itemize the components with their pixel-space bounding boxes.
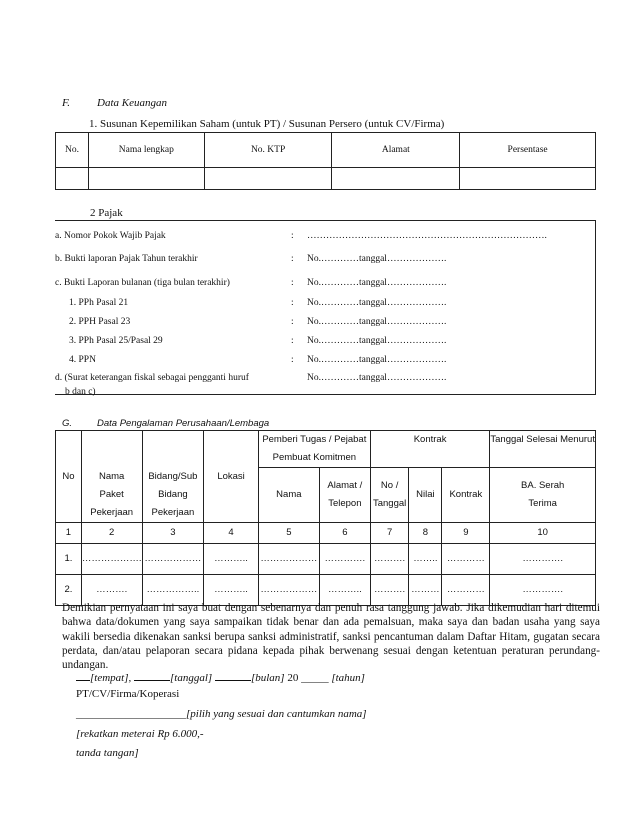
- blank-line: [134, 670, 170, 681]
- table-cell[interactable]: ………..: [204, 544, 259, 575]
- column-number: 9: [442, 523, 490, 544]
- section-f-title: Data Keuangan: [97, 97, 167, 109]
- experience-column-numbers: [56, 523, 596, 544]
- section-g-title: Data Pengalaman Perusahaan/Lembaga: [97, 418, 270, 429]
- tax-row-monthly: [55, 276, 596, 290]
- table-cell[interactable]: …………: [442, 575, 490, 606]
- experience-table: [55, 430, 596, 606]
- table-cell[interactable]: ………….: [490, 575, 596, 606]
- year-prefix: 20 _____: [287, 672, 329, 684]
- tax-value[interactable]: No.…………tanggal……………….: [307, 355, 447, 365]
- tax-colon: :: [291, 254, 294, 264]
- stamp-instruction: [rekatkan meterai Rp 6.000,-: [76, 728, 204, 740]
- table-cell[interactable]: …………: [442, 544, 490, 575]
- month-field[interactable]: [bulan]: [250, 672, 285, 684]
- header-kontrak-date: Kontrak: [442, 468, 490, 523]
- tax-value[interactable]: No.…………tanggal……………….: [307, 298, 447, 308]
- header-no: No: [56, 431, 82, 523]
- tax-subtitle: 2 Pajak: [90, 207, 123, 219]
- tax-colon: :: [291, 336, 294, 346]
- header-tanggal-selesai: Tanggal Selesai Menurut: [490, 431, 596, 468]
- table-cell[interactable]: ……………….: [81, 544, 142, 575]
- header-no-ktp: No. KTP: [204, 133, 332, 168]
- header-no: No.: [56, 133, 89, 168]
- table-cell[interactable]: ………..: [319, 575, 370, 606]
- tax-colon: :: [291, 317, 294, 327]
- shareholder-table-row: [56, 168, 596, 190]
- table-cell[interactable]: 1.: [56, 544, 82, 575]
- table-cell[interactable]: ………: [409, 575, 442, 606]
- tax-value[interactable]: No.…………tanggal……………….: [307, 278, 447, 288]
- shareholder-subtitle: 1. Susunan Kepemilikan Saham (untuk PT) / Susunan Persero (untuk CV/Firma): [89, 118, 445, 130]
- signature-instruction: tanda tangan]: [76, 747, 139, 759]
- section-g-label: G.: [62, 418, 73, 429]
- table-cell[interactable]: 2.: [56, 575, 82, 606]
- column-number: 1: [56, 523, 82, 544]
- header-nilai: Nilai: [409, 468, 442, 523]
- tax-row-pph23: [55, 315, 596, 329]
- experience-header-row-1: [56, 431, 596, 468]
- header-nama-paket: Nama Paket Pekerjaan: [81, 431, 142, 523]
- header-ba-serah-terima: BA. Serah Terima: [490, 468, 596, 523]
- header-lokasi: Lokasi: [204, 431, 259, 523]
- blank-line: [215, 670, 251, 681]
- header-alamat: Alamat: [332, 133, 460, 168]
- column-number: 5: [258, 523, 319, 544]
- name-blank[interactable]: ____________________: [76, 708, 186, 720]
- table-cell[interactable]: [204, 168, 332, 190]
- tax-row-fiskal: [55, 371, 596, 397]
- column-number: 4: [204, 523, 259, 544]
- year-field[interactable]: [tahun]: [331, 672, 365, 684]
- tax-row-pph21: [55, 296, 596, 310]
- place-date-line: [76, 670, 365, 684]
- table-row: [56, 544, 596, 575]
- tax-colon: :: [291, 278, 294, 288]
- tax-value[interactable]: No.…………tanggal……………….: [307, 336, 447, 346]
- company-type: PT/CV/Firma/Koperasi: [76, 688, 180, 700]
- shareholder-table-header: [56, 133, 596, 168]
- table-cell[interactable]: ………………: [258, 575, 319, 606]
- tax-row-npwp: [55, 229, 596, 243]
- company-name-line: [76, 708, 367, 720]
- tax-label: 4. PPN: [69, 355, 96, 365]
- tax-label: a. Nomor Pokok Wajib Pajak: [55, 231, 166, 241]
- table-cell[interactable]: ………….: [490, 544, 596, 575]
- tax-label: b. Bukti laporan Pajak Tahun terakhir: [55, 254, 198, 264]
- table-cell[interactable]: [460, 168, 596, 190]
- tax-label: d. (Surat keterangan fiskal sebagai pengganti huruf: [55, 373, 249, 383]
- column-number: 10: [490, 523, 596, 544]
- table-cell[interactable]: ……….: [370, 575, 409, 606]
- header-pemberi-tugas: Pemberi Tugas / Pejabat Pembuat Komitmen: [258, 431, 370, 468]
- header-bidang: Bidang/Sub Bidang Pekerjaan: [142, 431, 204, 523]
- blank-line: [76, 670, 90, 681]
- table-cell[interactable]: [332, 168, 460, 190]
- tax-colon: :: [291, 355, 294, 365]
- statement-paragraph: Demikian pernyataan ini saya buat dengan sebenarnya dan penuh rasa tanggung jawab. Jika dikemudian hari ditemui bahwa data/dokumen yang saya sampaikan tidak benar dan ada pemalsuan, maka saya dan badan usaha yang saya wakili bersedia dikenakan sanksi berupa sanksi administratif, sanksi pencantuman dalam Daftar Hitam, gugatan secara perdata, dan/atau pelaporan secara pidana kepada pihak berwenang sesuai dengan ketentuan peraturan perundang-undangan.: [62, 602, 600, 672]
- table-cell[interactable]: ………………: [142, 544, 204, 575]
- tax-label: 1. PPh Pasal 21: [69, 298, 129, 308]
- tax-value[interactable]: ………………………………………………………………….: [307, 231, 547, 241]
- shareholder-table: [55, 132, 596, 190]
- tax-colon: :: [291, 231, 294, 241]
- table-cell[interactable]: ………..: [204, 575, 259, 606]
- section-f-label: F.: [62, 97, 71, 109]
- column-number: 6: [319, 523, 370, 544]
- header-nama-lengkap: Nama lengkap: [88, 133, 204, 168]
- date-field[interactable]: [tanggal]: [170, 672, 213, 684]
- column-number: 2: [81, 523, 142, 544]
- table-cell[interactable]: ……..: [409, 544, 442, 575]
- header-kontrak: Kontrak: [370, 431, 490, 468]
- tax-label: 2. PPH Pasal 23: [69, 317, 131, 327]
- name-instruction: [pilih yang sesuai dan cantumkan nama]: [186, 708, 367, 720]
- table-cell[interactable]: [56, 168, 89, 190]
- tax-row-ppn: [55, 353, 596, 367]
- table-cell[interactable]: ………………: [258, 544, 319, 575]
- table-cell[interactable]: ………….: [319, 544, 370, 575]
- column-number: 7: [370, 523, 409, 544]
- table-cell[interactable]: ……………..: [142, 575, 204, 606]
- header-nama: Nama: [258, 468, 319, 523]
- table-cell[interactable]: ……….: [370, 544, 409, 575]
- tax-label: 3. PPh Pasal 25/Pasal 29: [69, 336, 163, 346]
- column-number: 8: [409, 523, 442, 544]
- tax-colon: :: [291, 298, 294, 308]
- header-alamat-telepon: Alamat / Telepon: [319, 468, 370, 523]
- tax-value[interactable]: No.…………tanggal……………….: [307, 373, 447, 383]
- tax-label: c. Bukti Laporan bulanan (tiga bulan terakhir): [55, 278, 230, 288]
- tax-row-annual: [55, 252, 596, 266]
- header-persentase: Persentase: [460, 133, 596, 168]
- place-field[interactable]: [tempat],: [90, 672, 132, 684]
- tax-box: [55, 220, 596, 395]
- table-cell[interactable]: ……….: [81, 575, 142, 606]
- tax-label-continuation: b dan c): [65, 387, 96, 397]
- tax-value[interactable]: No.…………tanggal……………….: [307, 317, 447, 327]
- header-no-tanggal: No / Tanggal: [370, 468, 409, 523]
- tax-row-pph25: [55, 334, 596, 348]
- table-cell[interactable]: [88, 168, 204, 190]
- tax-value[interactable]: No.…………tanggal……………….: [307, 254, 447, 264]
- column-number: 3: [142, 523, 204, 544]
